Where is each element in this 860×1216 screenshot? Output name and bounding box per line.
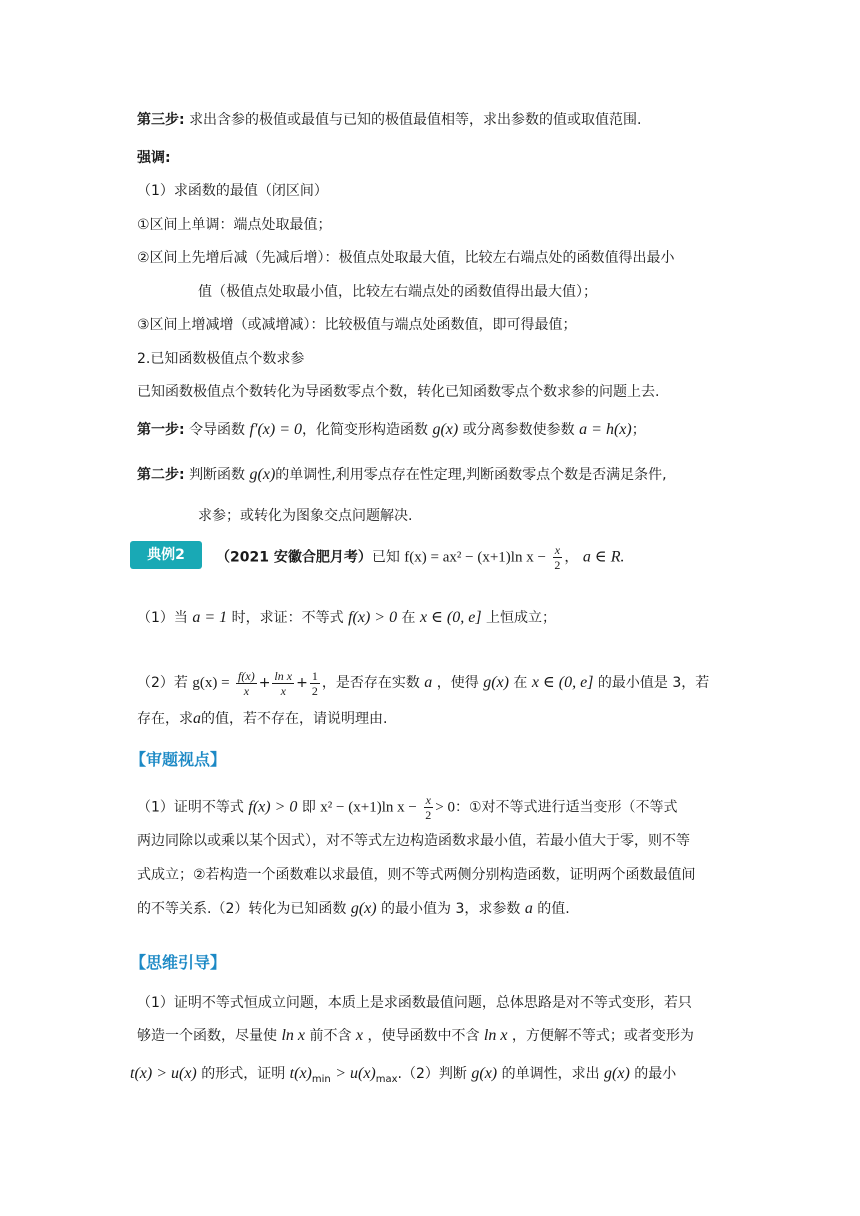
frac-fx-over-x [236, 669, 257, 698]
math-fx-gt0-2: f(x) > 0 [248, 798, 298, 816]
math-a-3: a [524, 900, 533, 917]
frac-den: 2 [311, 683, 318, 698]
math-tmin: t(x) [289, 1065, 312, 1082]
frac-num: 1 [311, 668, 318, 683]
frac-num: x [554, 543, 561, 557]
example-text1: 已知 [371, 549, 400, 566]
math-x-in-2: x ∈ (0, e] [531, 674, 594, 691]
math-fprime: f′(x) = 0 [249, 421, 303, 438]
emphasis-label: 强调: [137, 150, 171, 166]
guide-l2d: ，方便解不等式；或者变形为 [511, 1028, 694, 1044]
step2-text1: 判断函数 [189, 467, 246, 483]
item-closed-interval: （1）求函数的最值（闭区间） [137, 183, 328, 199]
plus-1: + [258, 675, 271, 691]
step3-label: 第三步: [137, 112, 185, 128]
q2-text2: ，是否存在实数 [321, 675, 420, 691]
math-fx-def: f(x) = ax² − (x+1)ln x − [404, 549, 546, 566]
analysis-line3: 式成立；②若构造一个函数难以求最值，则不等式两侧分别构造函数，证明两个函数最值间 [137, 867, 696, 883]
guide-l3c: 的单调性，求出 [501, 1066, 600, 1082]
step1-text3: 或分离参数使参数 [462, 422, 575, 438]
example-source: （2021 安徽合肥月考） [216, 549, 372, 566]
guide-l3d: 的最小 [634, 1066, 677, 1082]
q1-text3: 在 [401, 610, 416, 626]
frac-den: x [243, 683, 250, 698]
math-t-gt-u: t(x) > u(x) [130, 1065, 197, 1082]
frac-num: ln x [274, 668, 293, 683]
step1-text4: ； [631, 422, 646, 438]
math-gx-4: g(x) [350, 900, 377, 917]
step1-text2: ，化简变形构造函数 [302, 422, 429, 438]
item-inc-dec-cont: 值（极值点处取最小值，比较左右端点处的函数值得出最大值）； [198, 284, 597, 300]
analysis-l4b: 的最小值为 3，求参数 [381, 901, 521, 917]
step1-label: 第一步: [137, 422, 185, 438]
sub-min: min [311, 1073, 331, 1085]
item-inc-dec-inc: ③区间上增减增（或减增减）：比较极值与端点处函数值，即可得最值； [137, 317, 577, 333]
step2-line2: 求参；或转化为图象交点问题解决. [198, 508, 413, 524]
q1-text1: （1）当 [137, 610, 188, 626]
math-gx-6: g(x) [604, 1065, 630, 1082]
frac-den: 2 [554, 558, 561, 572]
math-a-eq-1: a = 1 [192, 609, 228, 626]
guide-heading: 【思维引导】 [130, 953, 227, 972]
guide-line1: （1）证明不等式恒成立问题，本质上是求函数最值问题，总体思路是对不等式变形，若只 [137, 995, 692, 1011]
q2-text4: 在 [513, 675, 528, 691]
analysis-line1 [137, 793, 678, 822]
frac-den: x [280, 683, 286, 698]
example-badge: 典例2 [130, 541, 202, 569]
section2-title: 2.已知函数极值点个数求参 [137, 351, 305, 367]
analysis-l1b: 即 [301, 799, 316, 816]
guide-l3a: 的形式，证明 [201, 1066, 286, 1082]
math-g-def: g(x) = [192, 675, 230, 691]
math-ineq: x² − (x+1)ln x − [320, 799, 417, 816]
step2-line [137, 465, 667, 485]
q2-line2b: 的值，若不存在，请说明理由. [201, 711, 388, 727]
analysis-l4c: 的值. [537, 901, 570, 917]
analysis-heading: 【审题视点】 [130, 750, 227, 769]
example-statement [216, 543, 624, 572]
math-u-max: > u(x) [335, 1065, 376, 1082]
guide-l3b: .（2）判断 [397, 1066, 467, 1082]
guide-l2a: 够造一个函数，尽量使 [137, 1028, 277, 1044]
guide-l2b: 前不含 [309, 1028, 352, 1044]
q2-line2a: 存在，求 [137, 711, 193, 727]
frac-1-over-2 [310, 669, 320, 698]
guide-line3 [130, 1064, 676, 1090]
example-comma: ， [564, 549, 579, 566]
q2-text1: （2）若 [137, 675, 188, 691]
guide-l2c: ，使导函数中不含 [367, 1028, 480, 1044]
analysis-line2: 两边同除以或乘以某个因式），对不等式左边构造函数求最小值，若最小值大于零，则不等 [137, 833, 690, 849]
math-a: a [424, 674, 433, 691]
math-gx: g(x) [432, 421, 459, 438]
analysis-l1a: （1）证明不等式 [137, 799, 244, 816]
math-a-in-r: a ∈ R. [582, 548, 625, 566]
analysis-line4 [137, 899, 570, 919]
math-a-2: a [193, 710, 201, 727]
step3-text: 求出含参的极值或最值与已知的极值最值相等，求出参数的值或取值范围. [189, 112, 642, 128]
math-gt0: > 0 [435, 799, 455, 816]
step1-line [137, 420, 646, 440]
analysis-l4a: 的不等关系.（2）转化为已知函数 [137, 901, 347, 917]
section2-desc: 已知函数极值点个数转化为导函数零点个数，转化已知函数零点个数求参的问题上去. [137, 384, 660, 400]
math-lnx: ln x [281, 1027, 305, 1044]
q2-text3: ，使得 [436, 675, 479, 691]
question-2-line2 [137, 709, 387, 729]
math-fx-gt0: f(x) > 0 [348, 609, 398, 626]
math-lnx-2: ln x [483, 1027, 508, 1044]
step1-text1: 令导函数 [189, 422, 246, 438]
step2-label: 第二步: [137, 467, 185, 483]
step2-text2: 的单调性,利用零点存在性定理,判断函数零点个数是否满足条件, [275, 467, 667, 483]
step3-line [137, 110, 642, 130]
q1-text4: 上恒成立； [486, 610, 557, 626]
math-gx-2: g(x) [249, 466, 276, 483]
math-gx-3: g(x) [483, 674, 509, 691]
item-inc-dec: ②区间上先增后减（先减后增）：极值点处取最大值，比较左右端点处的函数值得出最小 [137, 250, 675, 266]
frac-num: x [425, 793, 431, 807]
q1-text2: 时，求证：不等式 [231, 610, 344, 626]
analysis-l1c: ：①对不等式进行适当变形（不等式 [455, 799, 678, 816]
question-1 [137, 608, 556, 628]
frac-num: f(x) [238, 668, 255, 683]
guide-line2 [137, 1026, 694, 1046]
question-2 [137, 665, 709, 701]
frac-x-over-2 [552, 543, 562, 572]
frac-den: 2 [425, 808, 432, 822]
plus-2: + [296, 675, 308, 691]
math-x: x [355, 1027, 364, 1044]
q2-text5: 的最小值是 3，若 [597, 675, 710, 691]
math-x-in: x ∈ (0, e] [419, 609, 482, 626]
math-gx-5: g(x) [471, 1065, 498, 1082]
math-a-eq-hx: a = h(x) [579, 421, 632, 438]
frac-x-over-2-b [423, 793, 433, 822]
sub-max: max [375, 1073, 398, 1085]
item-monotonic: ①区间上单调：端点处取最值； [137, 217, 332, 233]
frac-lnx-over-x [272, 669, 294, 698]
